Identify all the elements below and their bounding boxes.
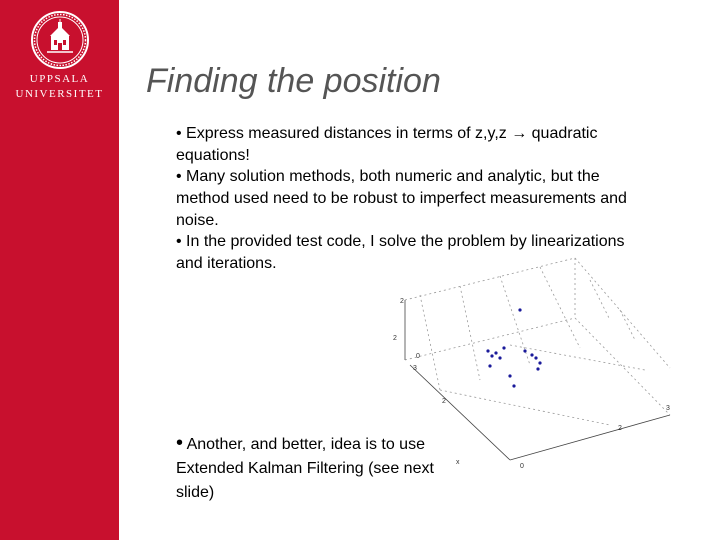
tick-label-left-2: 2 [442,398,446,405]
tick-label-right-2: 2 [618,425,622,432]
bullet-item-2: • Many solution methods, both numeric and analytic, but the method used need to be robust to imperfect measurements and noise. [176,168,627,229]
tick-label-right-3: 3 [666,405,670,412]
3d-position-plot [380,250,680,480]
position-point [538,361,541,364]
tick-label-z-zero: 0 [416,353,420,360]
brand-sidebar [0,0,119,540]
university-seal-icon [30,10,90,70]
tick-label-z-mid: 2 [393,335,397,342]
position-point [523,349,526,352]
position-point [518,308,521,311]
position-points [486,308,541,387]
position-point [488,364,491,367]
position-point [486,349,489,352]
tick-label-left-3: 3 [413,365,417,372]
tick-label-bottom-0: 0 [520,463,524,470]
plot-axes [405,300,670,460]
position-point [530,353,533,356]
position-point [494,351,497,354]
logo-text-universitet: UNIVERSITET [15,88,104,100]
position-point [536,367,539,370]
axis-label-x: x [456,459,460,466]
logo-text-uppsala: UPPSALA [29,73,90,85]
position-point [502,346,505,349]
position-point [512,384,515,387]
position-point [534,356,537,359]
slide-title: Finding the position [146,62,441,100]
position-point [490,354,493,357]
bullet-item-1: • Express measured distances in terms of z,y,z → quadratic equations! [176,125,598,164]
bullet-item-3: • In the provided test code, I solve the problem by linearizations and iterations. [176,233,625,272]
position-point [498,356,501,359]
bullet-item-4-text: Another, and better, idea is to use Extended Kalman Filtering (see next slide) [176,436,434,501]
tick-label-z-top: 2 [400,298,404,305]
bullet-marker: • [176,432,184,454]
position-point [508,374,511,377]
